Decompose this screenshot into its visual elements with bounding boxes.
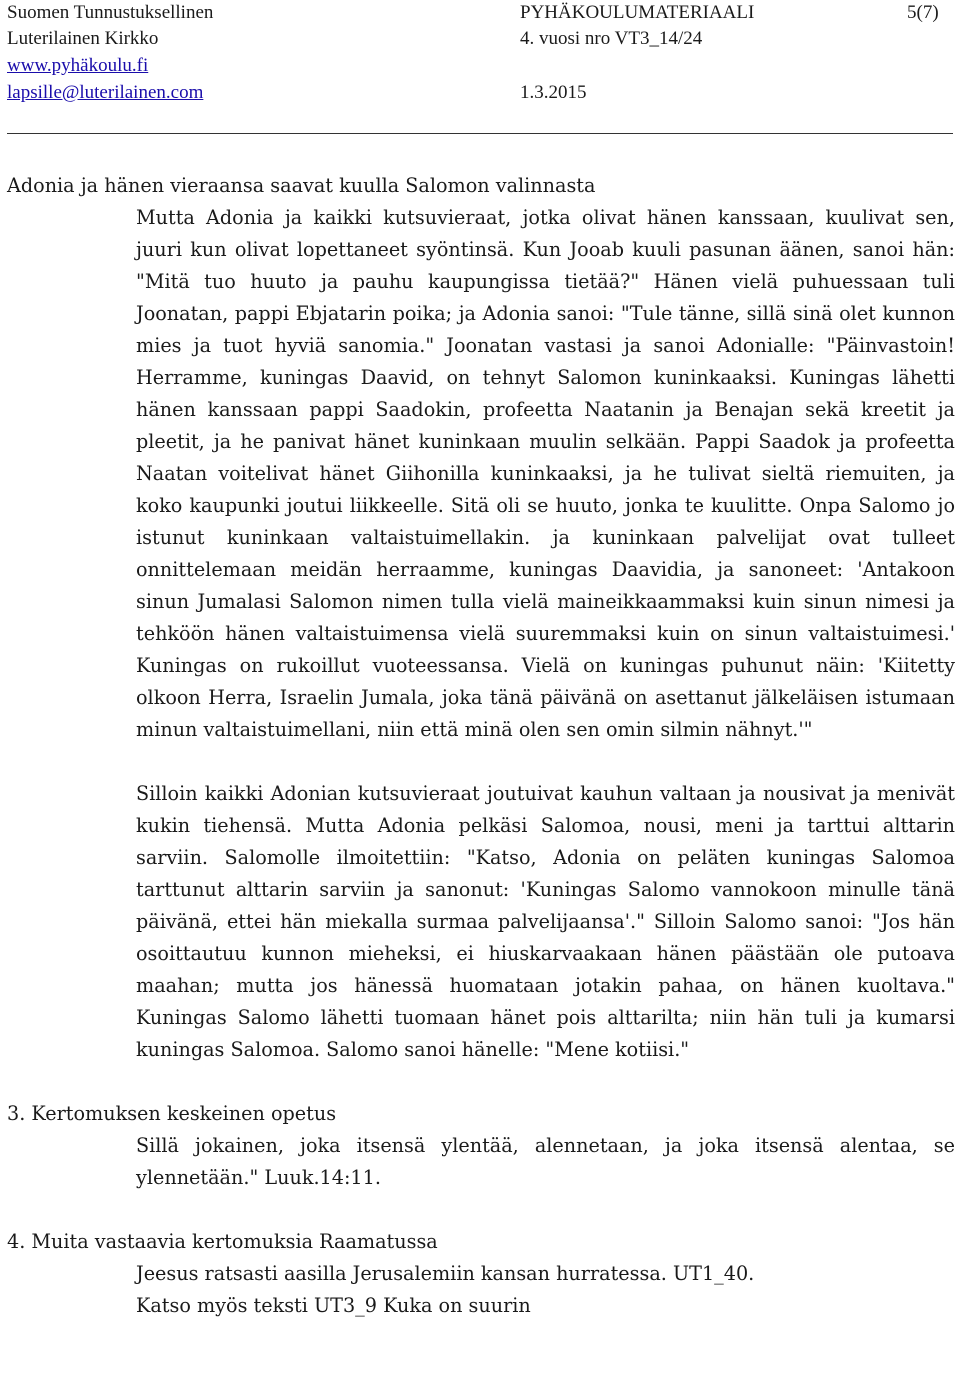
section-heading-teaching: 3. Kertomuksen keskeinen opetus [7,1102,337,1125]
spacer [0,1066,960,1098]
doc-reference: 4. vuosi nro VT3_14/24 [520,28,703,49]
paragraph-adonia-2: Silloin kaikki Adonian kutsuvieraat joutuivat kauhun valtaan ja nousivat ja menivät kukin tiehensä. Mutta Adonia pelkäsi Salomoa, nousi, meni ja tarttui alttarin sarviin. Salomolle ilmoitettiin: "Katso, Adonia on peläten kuningas Salomoa tarttunut alttarin sarviin ja sanonut: 'Kuningas Salomo vannokoon minulle tänä päivänä, ettei hän miekalla surmaa palvelijaansa'." Silloin Salomo sanoi: "Jos hän osoittautuu kunnon mieheksi, ei hiuskarvaakaan hänen päästään ole putoava maahan; mutta jos hänessä huomataan jotakin pahaa, on hänen kuoltava." Kuningas Salomo lähetti tuomaan hänet pois alttarilta; niin hän tuli ja kumarsi kuningas Salomoa. Salomo sanoi hänelle: "Mene kotiisi." [136,782,955,1061]
doc-date: 1.3.2015 [520,82,587,103]
section-heading-adonia: Adonia ja hänen vieraansa saavat kuulla Salomon valinnasta [7,174,596,197]
org-name-line2: Luterilainen Kirkko [7,28,159,49]
doc-title: PYHÄKOULUMATERIAALI [520,2,755,23]
reference-line-1: Jeesus ratsasti aasilla Jerusalemiin kansan hurratessa. UT1_40. [136,1262,755,1285]
document-body [0,170,960,1322]
section-heading-others: 4. Muita vastaavia kertomuksia Raamatussa [7,1230,438,1253]
header-divider [7,133,953,134]
paragraph-teaching: Sillä jokainen, joka itsensä ylentää, alennetaan, ja joka itsensä alentaa, se ylennetään." Luuk.14:11. [136,1134,955,1189]
page-number: 5(7) [907,2,939,23]
org-name-line1: Suomen Tunnustuksellinen [7,2,214,23]
email-link[interactable]: lapsille@luterilainen.com [7,82,204,103]
paragraph-adonia-1: Mutta Adonia ja kaikki kutsuvieraat, jotka olivat hänen kanssaan, kuulivat sen, juuri kun olivat lopettaneet syöntinsä. Kun Jooab kuuli pasunan äänen, sanoi hän: "Mitä tuo huuto ja pauhu kaupungissa tietää?" Hänen vielä puhuessaan tuli Joonatan, pappi Ebjatarin poika; ja Adonia sanoi: "Tule tänne, sillä sinä olet kunnon mies ja tuot hyviä sanomia." Joonatan vastasi ja sanoi Adonialle: "Päinvastoin! Herramme, kuningas Daavid, on tehnyt Salomon kuninkaaksi. Kuningas lähetti hänen kanssaan pappi Saadokin, profeetta Naatanin ja Benajan sekä kreetit ja pleetit, ja he panivat hänet kuninkaan muulin selkään. Pappi Saadok ja profeetta Naatan voitelivat hänet Giihonilla kuninkaaksi, ja he tulivat sieltä riemuiten, ja koko kaupunki joutui liikkeelle. Sitä oli se huuto, jonka te kuulitte. Onpa Salomo jo istunut kuninkaan valtaistuimellakin. ja kuninkaan palvelijat ovat tulleet onnittelemaan meidän herraamme, kuningas Daavidia, ja sanoneet: 'Antakoon sinun Jumalasi Salomon nimen tulla vielä maineikkaammaksi kuin sinun nimesi ja tehköön hänen valtaistuimensa vielä suuremmaksi kuin on sinun valtaistuimesi.' Kuningas on rukoillut vuoteessansa. Vielä on kuningas puhunut näin: 'Kiitetty olkoon Herra, Israelin Jumala, joka tänä päivänä on asettanut jälkeläisen istumaan minun valtaistuimellani, niin että minä olen sen omin silmin nähnyt.'" [136,206,955,741]
page-header [7,0,953,112]
spacer [0,1194,960,1226]
spacer [0,746,960,778]
reference-line-2: Katso myös teksti UT3_9 Kuka on suurin [136,1294,531,1317]
website-link[interactable]: www.pyhäkoulu.fi [7,55,149,76]
